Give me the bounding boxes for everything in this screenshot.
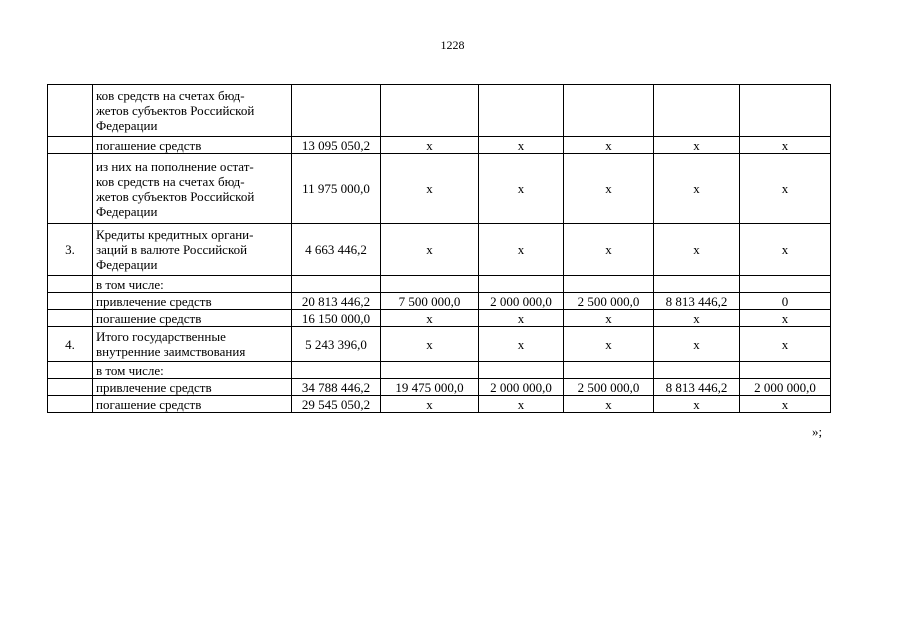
value-cell: 34 788 446,2 [292, 379, 381, 396]
table-row [48, 310, 831, 327]
value-cell: 2 000 000,0 [740, 379, 831, 396]
value-cell [564, 85, 654, 137]
value-cell: 0 [740, 293, 831, 310]
row-description: привлечение средств [93, 293, 292, 310]
value-cell: х [381, 310, 479, 327]
row-number [48, 154, 93, 224]
row-number: 3. [48, 224, 93, 276]
row-description: привлечение средств [93, 379, 292, 396]
value-cell: х [654, 224, 740, 276]
value-cell: х [479, 154, 564, 224]
value-cell: х [654, 310, 740, 327]
value-cell: 8 813 446,2 [654, 293, 740, 310]
value-cell: 13 095 050,2 [292, 137, 381, 154]
table-row [48, 396, 831, 413]
row-number [48, 276, 93, 293]
value-cell: х [654, 327, 740, 362]
value-cell: х [740, 154, 831, 224]
value-cell: 16 150 000,0 [292, 310, 381, 327]
value-cell [740, 276, 831, 293]
value-cell: х [564, 396, 654, 413]
value-cell [292, 362, 381, 379]
value-cell: х [479, 224, 564, 276]
table-row [48, 276, 831, 293]
value-cell: х [654, 137, 740, 154]
value-cell: 20 813 446,2 [292, 293, 381, 310]
value-cell: х [654, 154, 740, 224]
value-cell: х [740, 310, 831, 327]
row-description: погашение средств [93, 396, 292, 413]
value-cell: х [381, 396, 479, 413]
value-cell [479, 362, 564, 379]
row-description: в том числе: [93, 276, 292, 293]
value-cell: х [479, 396, 564, 413]
row-number [48, 310, 93, 327]
value-cell: 7 500 000,0 [381, 293, 479, 310]
value-cell: х [564, 310, 654, 327]
table-row [48, 154, 831, 224]
row-description: ков средств на счетах бюд- жетов субъектов Российской Федерации [93, 85, 292, 137]
value-cell [654, 85, 740, 137]
value-cell: 29 545 050,2 [292, 396, 381, 413]
value-cell: 11 975 000,0 [292, 154, 381, 224]
value-cell: х [479, 327, 564, 362]
value-cell [292, 276, 381, 293]
value-cell [381, 362, 479, 379]
table-row [48, 85, 831, 137]
row-number [48, 85, 93, 137]
value-cell [654, 276, 740, 293]
table-row [48, 293, 831, 310]
table-row [48, 362, 831, 379]
value-cell [564, 276, 654, 293]
value-cell: х [740, 137, 831, 154]
row-number [48, 396, 93, 413]
value-cell [381, 276, 479, 293]
borrowing-table [47, 84, 831, 413]
row-number [48, 137, 93, 154]
value-cell: 5 243 396,0 [292, 327, 381, 362]
row-number: 4. [48, 327, 93, 362]
row-description: в том числе: [93, 362, 292, 379]
value-cell: х [381, 224, 479, 276]
table-row [48, 327, 831, 362]
value-cell: х [564, 327, 654, 362]
value-cell: х [564, 137, 654, 154]
row-number [48, 293, 93, 310]
row-description: Итого государственные внутренние заимствования [93, 327, 292, 362]
value-cell: 2 000 000,0 [479, 379, 564, 396]
value-cell [479, 85, 564, 137]
value-cell [740, 362, 831, 379]
value-cell [654, 362, 740, 379]
row-description: погашение средств [93, 137, 292, 154]
value-cell: х [479, 310, 564, 327]
value-cell: х [479, 137, 564, 154]
value-cell [564, 362, 654, 379]
row-description: погашение средств [93, 310, 292, 327]
value-cell: х [381, 327, 479, 362]
value-cell [292, 85, 381, 137]
row-description: из них на пополнение остат- ков средств на счетах бюд- жетов субъектов Российской Федерации [93, 154, 292, 224]
value-cell: х [564, 154, 654, 224]
value-cell [381, 85, 479, 137]
value-cell: х [740, 327, 831, 362]
row-number [48, 362, 93, 379]
value-cell: 4 663 446,2 [292, 224, 381, 276]
table-row [48, 379, 831, 396]
value-cell [479, 276, 564, 293]
value-cell [740, 85, 831, 137]
value-cell: х [740, 224, 831, 276]
page-number: 1228 [440, 38, 465, 52]
value-cell: х [654, 396, 740, 413]
value-cell: х [381, 154, 479, 224]
value-cell: 19 475 000,0 [381, 379, 479, 396]
row-number [48, 379, 93, 396]
value-cell: х [740, 396, 831, 413]
value-cell: х [564, 224, 654, 276]
value-cell: 8 813 446,2 [654, 379, 740, 396]
value-cell: 2 500 000,0 [564, 379, 654, 396]
value-cell: 2 500 000,0 [564, 293, 654, 310]
value-cell: 2 000 000,0 [479, 293, 564, 310]
table-row [48, 224, 831, 276]
row-description: Кредиты кредитных органи- заций в валюте Российской Федерации [93, 224, 292, 276]
value-cell: х [381, 137, 479, 154]
table-row [48, 137, 831, 154]
closing-quote: »; [812, 424, 823, 439]
